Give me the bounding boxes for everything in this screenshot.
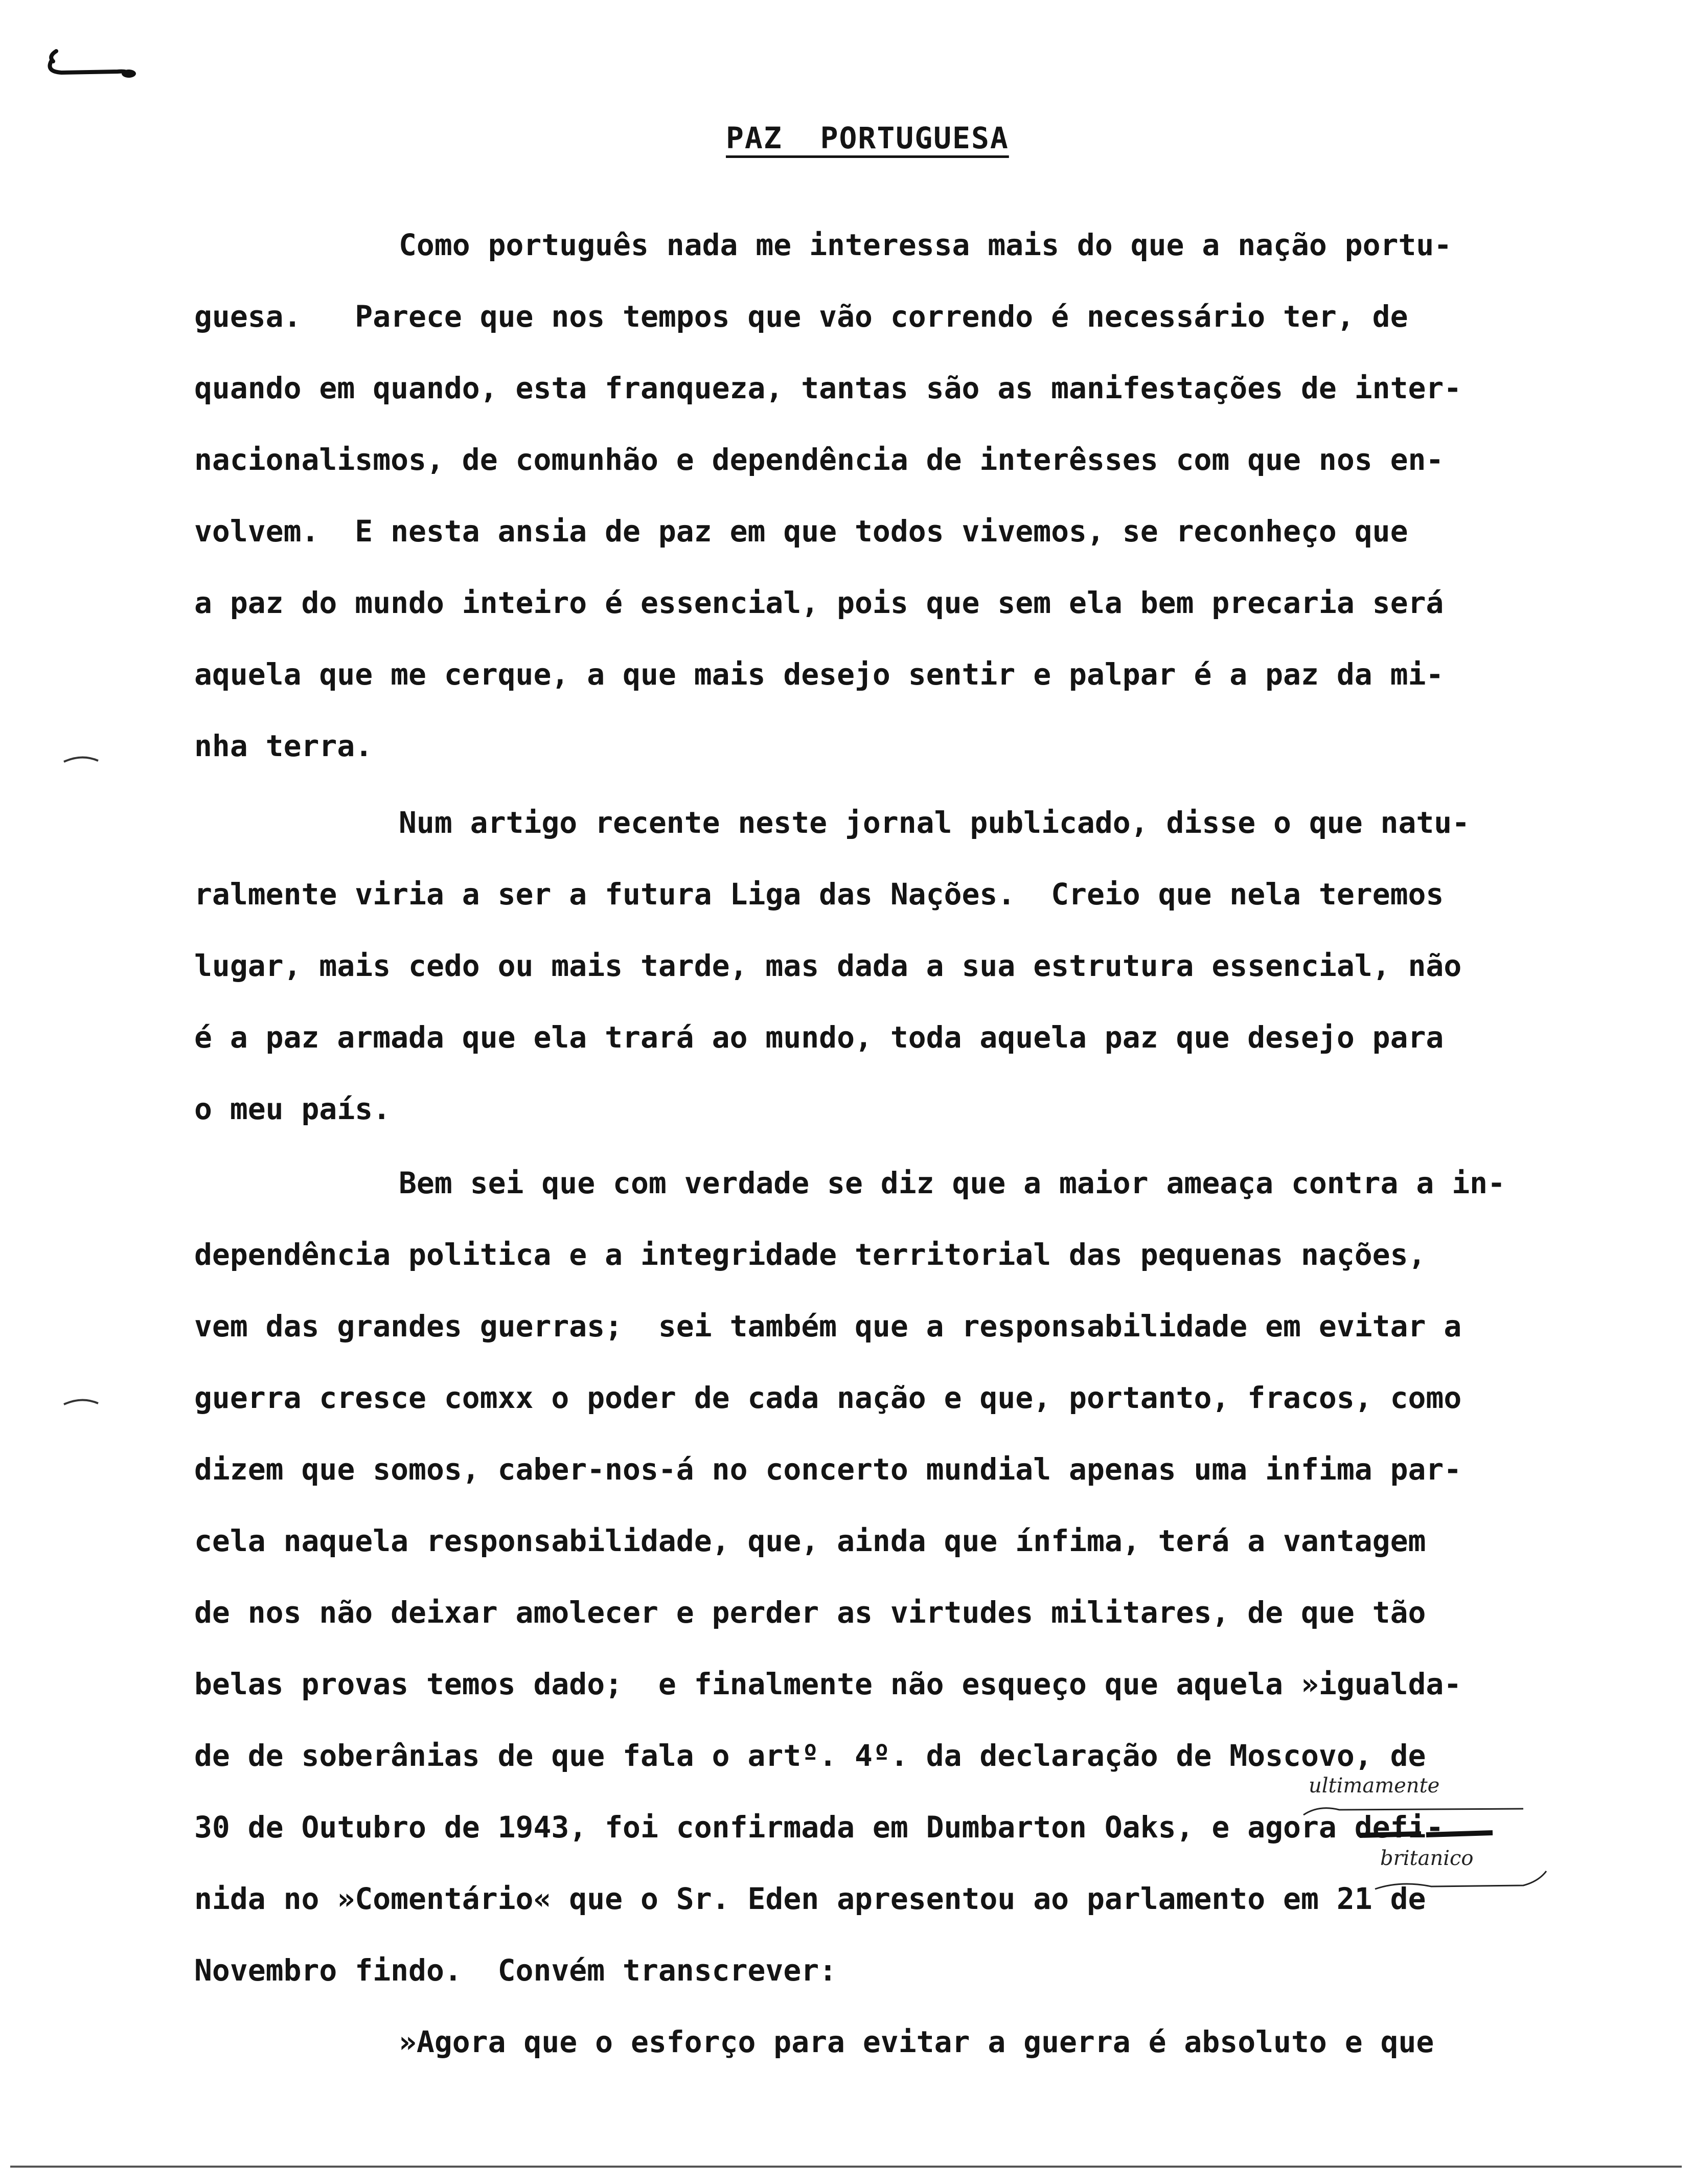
text-line: dizem que somos, caber-nos-á no concerto mundial apenas uma infima par-	[194, 1452, 1462, 1487]
text-line: lugar, mais cedo ou mais tarde, mas dada a sua estrutura essencial, não	[194, 948, 1462, 983]
text-line: de de soberânias de que fala o artº. 4º. da declaração de Moscovo, de	[194, 1738, 1426, 1773]
text-line: é a paz armada que ela trará ao mundo, toda aquela paz que desejo para	[194, 1020, 1444, 1055]
handwritten-annotation: ultimamente	[1309, 1774, 1440, 1798]
insertion-caret-icon	[1370, 1866, 1554, 1897]
document-title: PAZ PORTUGUESA	[726, 121, 1009, 155]
margin-dash-icon	[61, 1393, 102, 1414]
text-line: volvem. E nesta ansia de paz em que todos vivemos, se reconheço que	[194, 514, 1408, 549]
text-line: 30 de Outubro de 1943, foi confirmada em Dumbarton Oaks, e agora defi-	[194, 1810, 1444, 1845]
text-line: quando em quando, esta franqueza, tantas são as manifestações de inter-	[194, 371, 1462, 405]
insertion-caret-icon	[1298, 1789, 1534, 1820]
handwritten-annotation: britanico	[1380, 1847, 1474, 1870]
text-line: Como português nada me interessa mais do que a nação portu-	[399, 228, 1452, 262]
text-line: nha terra.	[194, 729, 373, 763]
text-line: belas provas temos dado; e finalmente não esqueço que aquela »igualda-	[194, 1667, 1462, 1701]
strikethrough-mark-icon	[1360, 1823, 1513, 1848]
text-line: aquela que me cerque, a que mais desejo sentir e palpar é a paz da mi-	[194, 657, 1444, 692]
text-line: o meu país.	[194, 1091, 391, 1126]
handwritten-mark-icon	[41, 41, 143, 92]
text-line: ralmente viria a ser a futura Liga das Nações. Creio que nela teremos	[194, 877, 1444, 912]
text-line: »Agora que o esforço para evitar a guerra é absoluto e que	[399, 2024, 1434, 2059]
margin-dash-icon	[61, 752, 102, 772]
text-line: nida no »Comentário« que o Sr. Eden apresentou ao parlamento em 21 de	[194, 1881, 1426, 1916]
text-line: nacionalismos, de comunhão e dependência de interêsses com que nos en-	[194, 442, 1444, 477]
text-line: Num artigo recente neste jornal publicado, disse o que natu-	[399, 805, 1470, 840]
text-line: cela naquela responsabilidade, que, ainda que ínfima, terá a vantagem	[194, 1523, 1426, 1558]
text-line: Novembro findo. Convém transcrever:	[194, 1953, 837, 1988]
text-line: guesa. Parece que nos tempos que vão correndo é necessário ter, de	[194, 299, 1408, 334]
text-line: vem das grandes guerras; sei também que a responsabilidade em evitar a	[194, 1309, 1462, 1344]
text-line: de nos não deixar amolecer e perder as virtudes militares, de que tão	[194, 1595, 1426, 1630]
bottom-edge-line	[10, 2166, 1682, 2168]
text-line: Bem sei que com verdade se diz que a maior ameaça contra a in-	[399, 1166, 1505, 1200]
text-line: guerra cresce comxx o poder de cada nação e que, portanto, fracos, como	[194, 1380, 1462, 1415]
text-line: dependência politica e a integridade territorial das pequenas nações,	[194, 1237, 1426, 1272]
text-line: a paz do mundo inteiro é essencial, pois que sem ela bem precaria será	[194, 585, 1444, 620]
